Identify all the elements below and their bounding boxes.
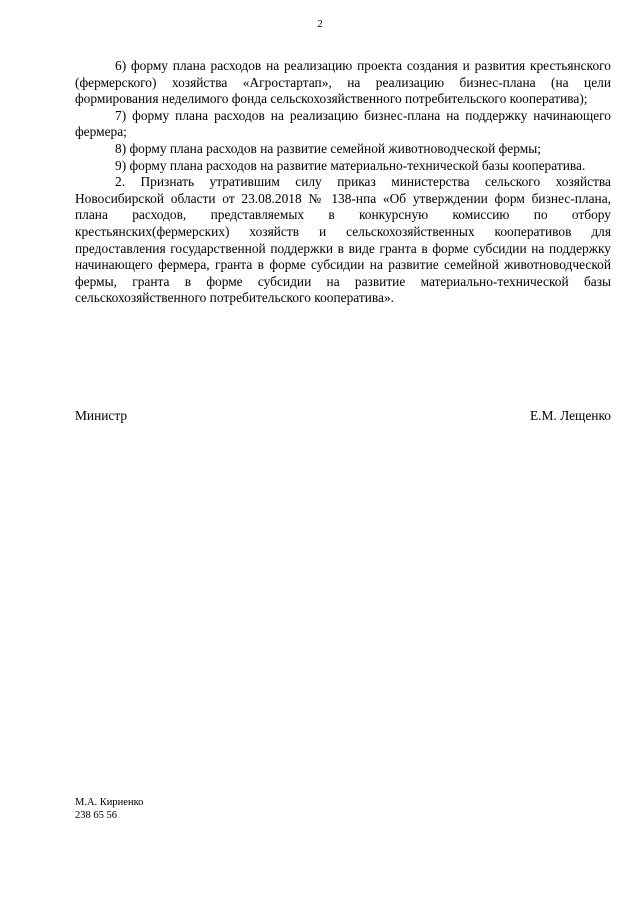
- list-item-8: 8) форму плана расходов на развитие семейной животноводческой фермы;: [115, 140, 541, 156]
- document-body: [75, 58, 611, 307]
- executor-name: М.А. Кириенко: [75, 797, 144, 808]
- page-number: 2: [317, 18, 323, 30]
- executor-phone: 238 65 56: [75, 810, 117, 821]
- list-item-9: 9) форму плана расходов на развитие материально-технической базы кооператива.: [115, 157, 586, 173]
- signatory-role: Министр: [75, 408, 128, 423]
- signatory-name: Е.М. Лещенко: [529, 408, 611, 423]
- executor-block: [75, 796, 143, 822]
- list-item-6: 6) форму плана расходов на реализацию проекта создания и развития крестьянского (фермерского) хозяйства «Агростартап», на реализацию бизнес-плана (на цели формирования неделимого фонда сельскохозяйственного потребительского кооператива);: [75, 58, 611, 107]
- paragraph-2-repeal: 2. Признать утратившим силу приказ министерства сельского хозяйства Новосибирской области от 23.08.2018 № 138-нпа «Об утверждении форм бизнес-плана, плана расходов, представляемых в конкурсную комиссию по отбору крестьянских(фермерских) хозяйств и сельскохозяйственных кооперативов для предоставления государственной поддержки в виде гранта в форме субсидии на поддержку начинающего фермера, гранта в форме субсидии на развитие семейной животноводческой фермы, гранта в форме субсидии на развитие материально-технической базы сельскохозяйственного потребительского кооператива».: [75, 174, 611, 306]
- list-item-7: 7) форму плана расходов на реализацию бизнес-плана на поддержку начинающего фермера;: [75, 107, 611, 140]
